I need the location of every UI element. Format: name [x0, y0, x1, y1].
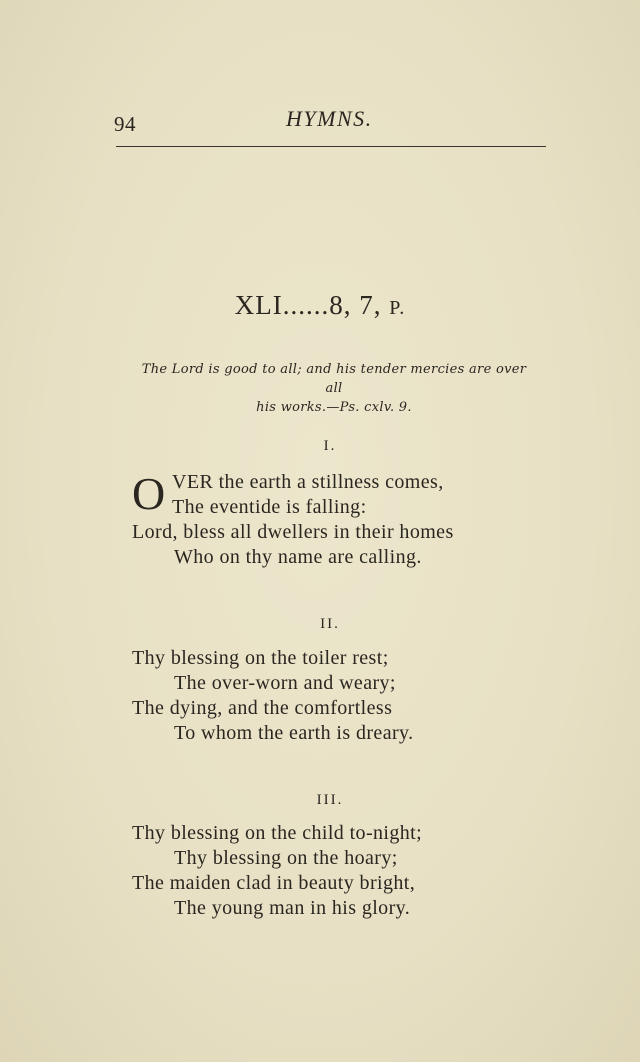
- stanza-numeral: III.: [316, 792, 344, 808]
- verse-line: Thy blessing on the toiler rest;: [132, 647, 389, 669]
- verse-line: Thy blessing on the child to-night;: [132, 822, 423, 844]
- verse-line: The maiden clad in beauty bright,: [132, 872, 416, 894]
- stanza: [132, 821, 552, 921]
- epigraph-line: his works.—Ps. cxlv. 9.: [256, 400, 412, 415]
- epigraph-line: The Lord is good to all; and his tender mercies are over all: [141, 362, 527, 396]
- verse-line: The eventide is falling:: [172, 496, 367, 518]
- hymn-number: [0, 290, 640, 321]
- verse-line: Thy blessing on the hoary;: [174, 847, 398, 869]
- epigraph: [134, 360, 534, 417]
- stanza: [132, 470, 552, 570]
- header-rule: [116, 146, 546, 147]
- drop-cap: O: [132, 468, 166, 519]
- verse-line: The dying, and the comfortless: [132, 697, 393, 719]
- page-number: 94: [114, 112, 136, 136]
- meter-suffix: P.: [389, 297, 406, 319]
- verse-line: Who on thy name are calling.: [174, 546, 422, 568]
- verse-line: To whom the earth is dreary.: [174, 722, 414, 744]
- stanza: [132, 646, 552, 746]
- hymn-number-text: XLI......8, 7,: [234, 290, 382, 320]
- verse-line: The young man in his glory.: [174, 897, 411, 919]
- verse-line: Lord, bless all dwellers in their homes: [132, 521, 454, 543]
- verse-line: The over-worn and weary;: [174, 672, 396, 694]
- stanza-numeral: II.: [320, 616, 340, 632]
- stanza-numeral: I.: [323, 438, 337, 454]
- verse-line-text: VER the earth a stillness comes,: [172, 471, 444, 493]
- running-title: HYMNS.: [286, 106, 373, 131]
